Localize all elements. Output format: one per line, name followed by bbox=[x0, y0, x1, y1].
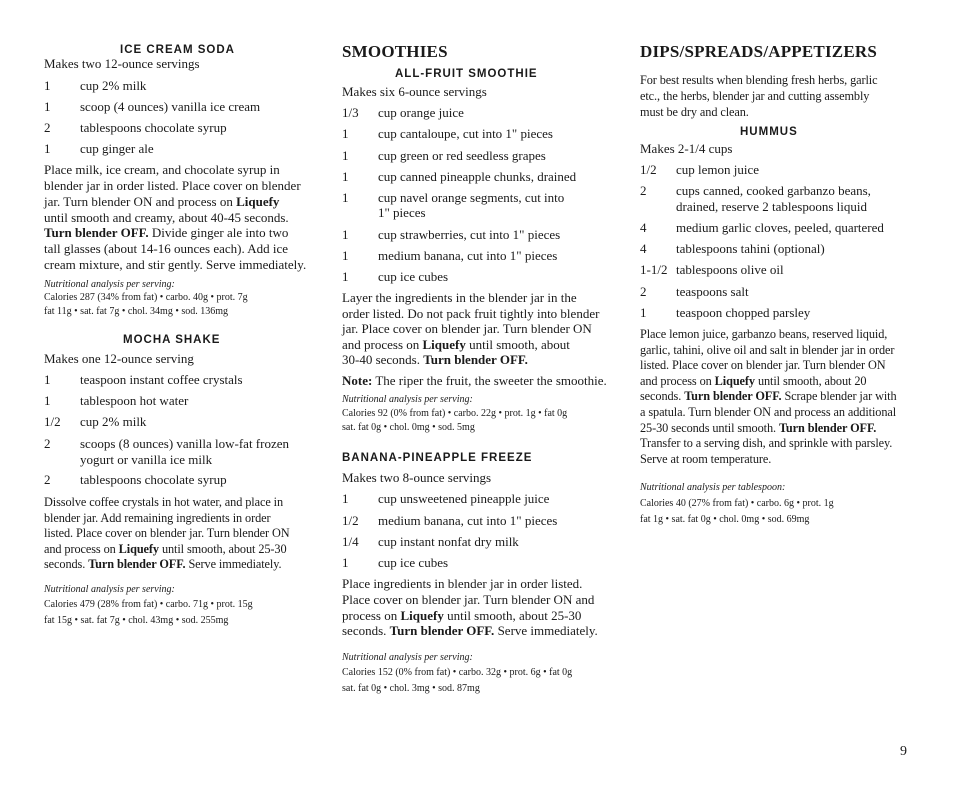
intro-line: must be dry and clean. bbox=[640, 105, 749, 119]
directions-line: and process on Liquefy until smooth, about 20 bbox=[640, 374, 867, 388]
directions-line: a spatula. Turn blender ON and process an additional bbox=[640, 405, 897, 419]
directions-line: seconds. Turn blender OFF. Serve immediately. bbox=[44, 557, 282, 571]
page-number: 9 bbox=[900, 744, 907, 759]
recipe-title-hummus: HUMMUS bbox=[740, 126, 798, 138]
note-line: Note: The riper the fruit, the sweeter the smoothie. bbox=[342, 373, 607, 388]
directions-line: seconds. Turn blender OFF. Serve immediately. bbox=[342, 623, 598, 638]
directions-line: blender jar. Add remaining ingredients in order bbox=[44, 511, 271, 525]
nutrition-line: fat 15g • sat. fat 7g • chol. 43mg • sod. 255mg bbox=[44, 615, 229, 626]
directions-line: garlic, tahini, olive oil and salt in blender jar in order bbox=[640, 343, 895, 357]
recipe-title-all-fruit-smoothie: ALL-FRUIT SMOOTHIE bbox=[395, 68, 538, 80]
nutrition-line: fat 1g • sat. fat 0g • chol. 0mg • sod. 69mg bbox=[640, 514, 810, 525]
directions-line: Place ingredients in blender jar in order listed. bbox=[342, 576, 583, 591]
directions-line: Transfer to a serving dish, and sprinkle with parsley. bbox=[640, 436, 893, 450]
yield-hummus: Makes 2-1/4 cups bbox=[640, 141, 733, 156]
directions-line: Dissolve coffee crystals in hot water, and place in bbox=[44, 495, 284, 509]
directions-line: listed. Place cover on blender jar. Turn blender ON bbox=[640, 358, 886, 372]
directions-line: listed. Place cover on blender jar. Turn blender ON bbox=[44, 526, 290, 540]
nutrition-heading: Nutritional analysis per serving: bbox=[44, 279, 175, 290]
yield-ice-cream-soda: Makes two 12-ounce servings bbox=[44, 56, 200, 71]
recipe-title-banana-pineapple-freeze: BANANA-PINEAPPLE FREEZE bbox=[342, 452, 533, 464]
nutrition-line: fat 11g • sat. fat 7g • chol. 34mg • sod. 136mg bbox=[44, 306, 228, 317]
section-title-dips: DIPS/SPREADS/APPETIZERS bbox=[640, 42, 877, 61]
nutrition-heading: Nutritional analysis per serving: bbox=[342, 394, 473, 405]
directions-line: blender jar in order listed. Place cover on blender bbox=[44, 178, 301, 193]
directions-line: cream mixture, and stir gently. Serve immediately. bbox=[44, 257, 307, 272]
directions-line: seconds. Turn blender OFF. Scrape blender jar with bbox=[640, 389, 897, 403]
directions-line: until smooth and creamy, about 40-45 seconds. bbox=[44, 210, 289, 225]
nutrition-line: Calories 479 (28% from fat) • carbo. 71g • prot. 15g bbox=[44, 599, 253, 610]
directions-line: Place lemon juice, garbanzo beans, reserved liquid, bbox=[640, 327, 888, 341]
nutrition-line: Calories 92 (0% from fat) • carbo. 22g • prot. 1g • fat 0g bbox=[342, 408, 568, 419]
directions-line: Place cover on blender jar. Turn blender ON and bbox=[342, 592, 595, 607]
directions-line: Turn blender OFF. Divide ginger ale into two bbox=[44, 225, 289, 240]
directions-line: order listed. Do not pack fruit tightly into blender bbox=[342, 306, 600, 321]
directions-line: and process on Liquefy until smooth, about bbox=[342, 337, 570, 352]
nutrition-line: Calories 152 (0% from fat) • carbo. 32g • prot. 6g • fat 0g bbox=[342, 667, 573, 678]
directions-line: Layer the ingredients in the blender jar in the bbox=[342, 290, 577, 305]
directions-line: jar. Turn blender ON and process on Liquefy bbox=[44, 194, 280, 209]
recipe-title-ice-cream-soda: ICE CREAM SODA bbox=[120, 44, 235, 56]
directions-line: jar. Place cover on blender jar. Turn blender ON bbox=[342, 321, 592, 336]
intro-line: etc., the herbs, blender jar and cutting assembly bbox=[640, 89, 870, 103]
directions-line: 30-40 seconds. Turn blender OFF. bbox=[342, 352, 528, 367]
directions-line: Place milk, ice cream, and chocolate syrup in bbox=[44, 162, 280, 177]
section-title-smoothies: SMOOTHIES bbox=[342, 42, 448, 61]
yield-mocha-shake: Makes one 12-ounce serving bbox=[44, 351, 194, 366]
recipe-title-mocha-shake: MOCHA SHAKE bbox=[123, 334, 221, 346]
nutrition-line: sat. fat 0g • chol. 0mg • sod. 5mg bbox=[342, 422, 475, 433]
directions-line: Serve at room temperature. bbox=[640, 452, 772, 466]
directions-line: process on Liquefy until smooth, about 25-30 bbox=[342, 608, 582, 623]
intro-line: For best results when blending fresh herbs, garlic bbox=[640, 73, 878, 87]
nutrition-heading: Nutritional analysis per serving: bbox=[342, 652, 473, 663]
nutrition-heading: Nutritional analysis per serving: bbox=[44, 584, 175, 595]
nutrition-line: Calories 287 (34% from fat) • carbo. 40g • prot. 7g bbox=[44, 292, 248, 303]
nutrition-line: sat. fat 0g • chol. 3mg • sod. 87mg bbox=[342, 683, 480, 694]
directions-line: and process on Liquefy until smooth, about 25-30 bbox=[44, 542, 287, 556]
yield-all-fruit-smoothie: Makes six 6-ounce servings bbox=[342, 84, 487, 99]
directions-line: tall glasses (about 14-16 ounces each). Add ice bbox=[44, 241, 289, 256]
nutrition-line: Calories 40 (27% from fat) • carbo. 6g • prot. 1g bbox=[640, 498, 834, 509]
directions-line: 25-30 seconds until smooth. Turn blender OFF. bbox=[640, 421, 877, 435]
nutrition-heading: Nutritional analysis per tablespoon: bbox=[640, 482, 786, 493]
yield-banana-pineapple-freeze: Makes two 8-ounce servings bbox=[342, 470, 492, 485]
